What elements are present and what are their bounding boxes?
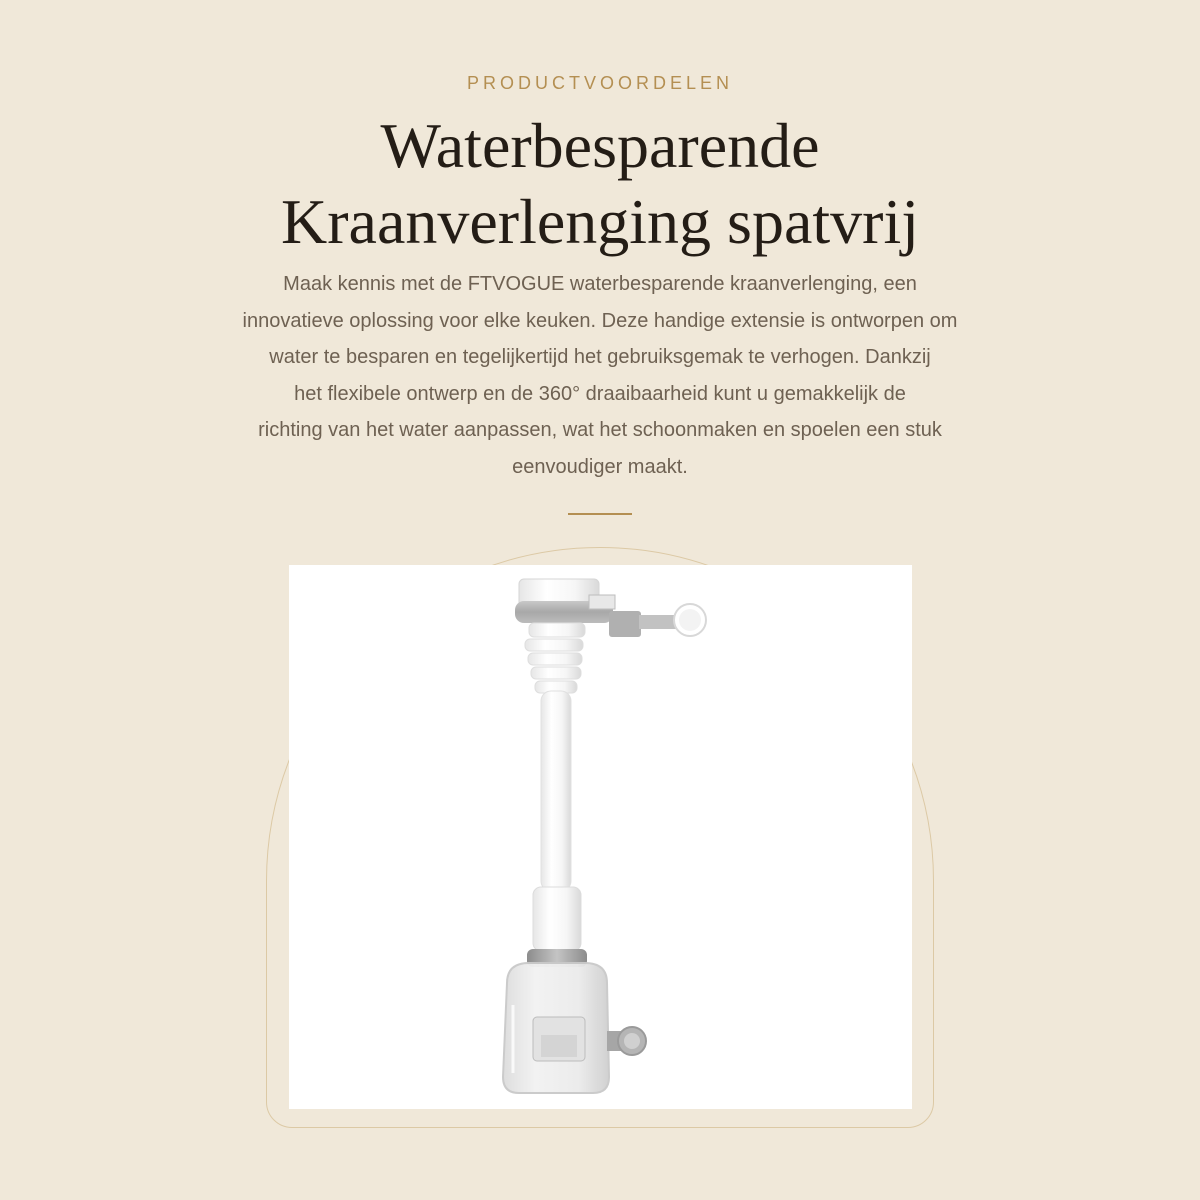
description-line: Maak kennis met de FTVOGUE waterbesparende kraanverlenging, een (283, 273, 917, 295)
section-eyebrow: PRODUCTVOORDELEN (466, 73, 734, 93)
section-divider (568, 513, 632, 515)
description-line: innovatieve oplossing voor elke keuken. Deze handige extensie is ontworpen om (242, 309, 958, 332)
description-line: richting van het water aanpassen, wat het schoonmaken en spoelen een stuk (258, 419, 942, 441)
title-line: Waterbesparende (380, 110, 820, 181)
page-title (100, 108, 1100, 260)
description-line: eenvoudiger maakt. (512, 455, 688, 478)
section-description (180, 266, 1020, 485)
description-line: water te besparen en tegelijkertijd het gebruiksgemak te verhogen. Dankzij (269, 346, 931, 368)
faucet-extender-product-photo (289, 565, 912, 1109)
title-line: Kraanverlenging spatvrij (281, 186, 919, 257)
description-line: het flexibele ontwerp en de 360° draaibaarheid kunt u gemakkelijk de (294, 382, 906, 405)
product-image (289, 565, 912, 1109)
